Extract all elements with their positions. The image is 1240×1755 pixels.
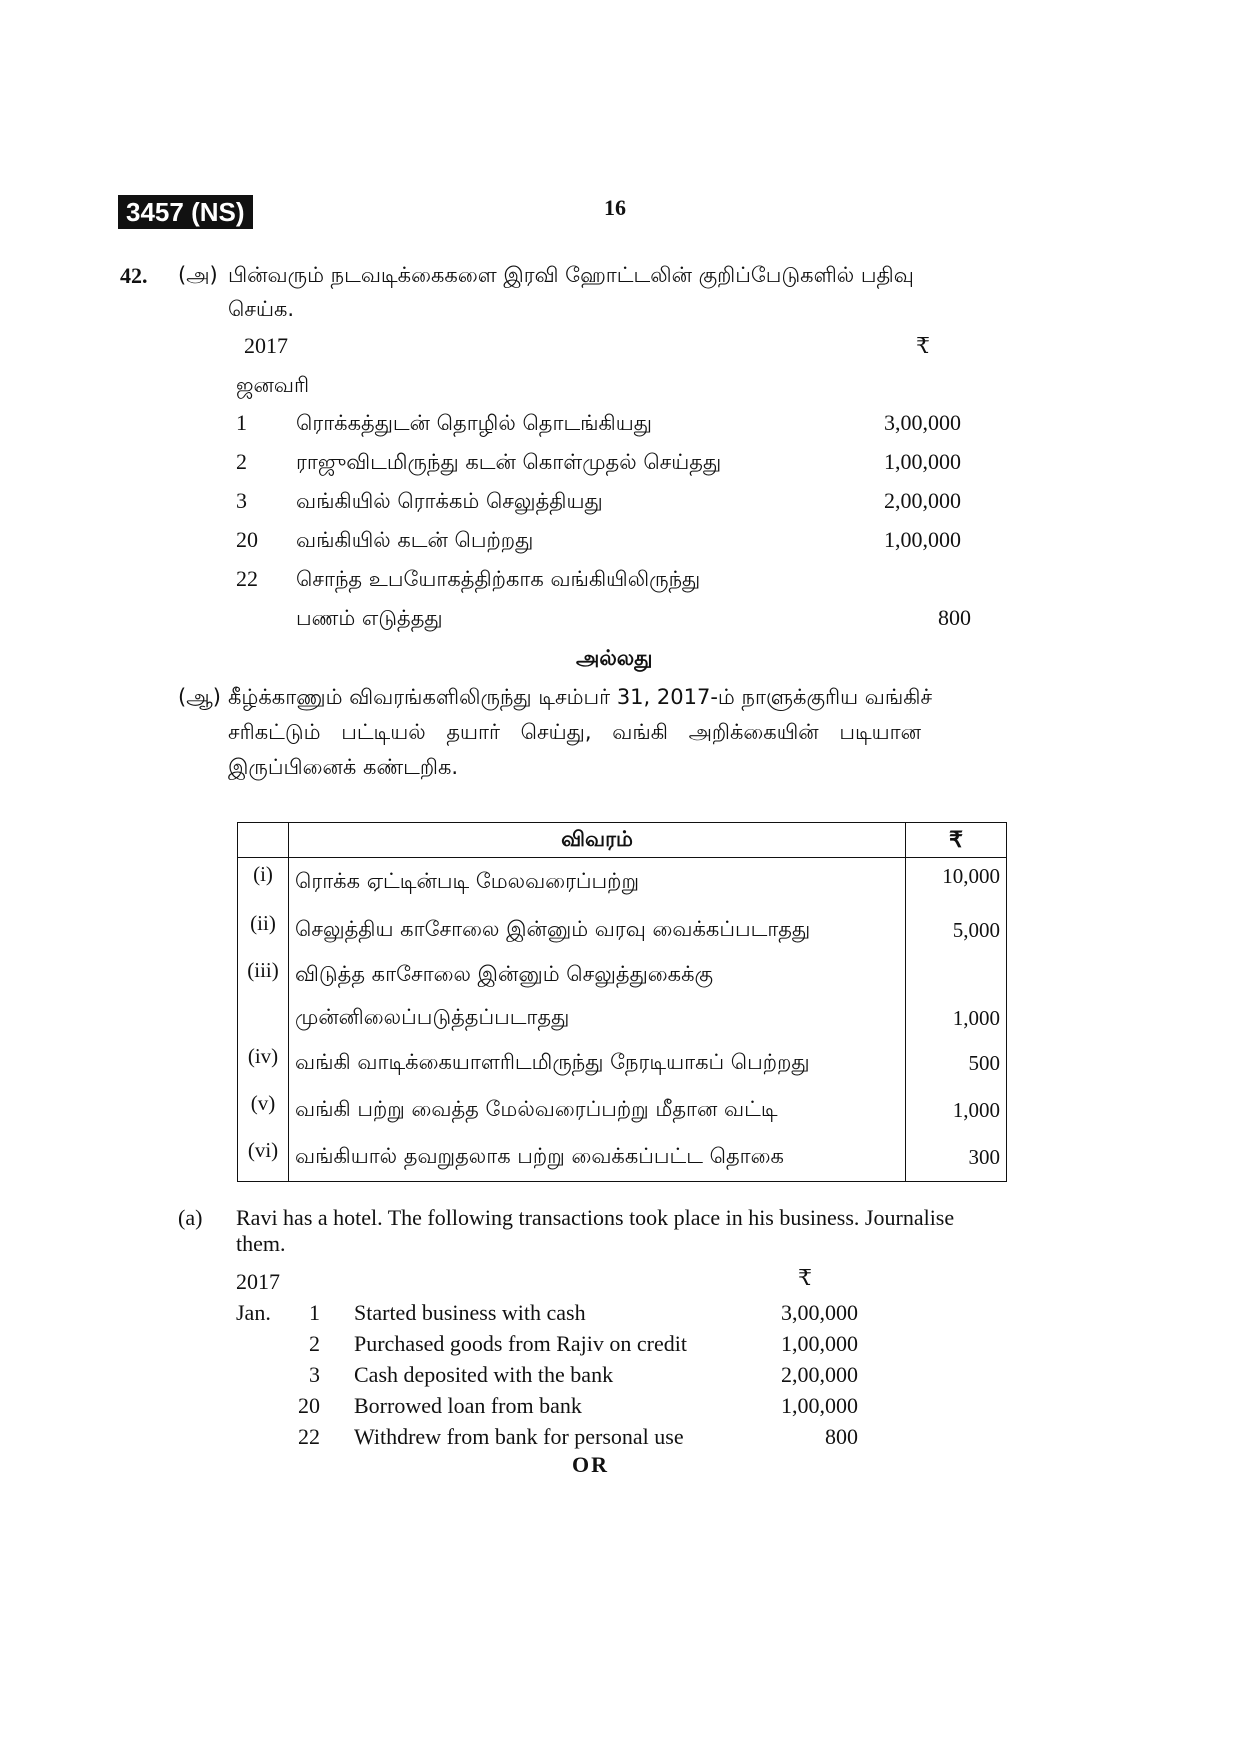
part-a-tamil-month: ஜனவரி bbox=[236, 373, 310, 397]
row-amount: 10,000 bbox=[906, 858, 1007, 908]
row-text: ரொக்க ஏட்டின்படி மேலவரைப்பற்று bbox=[289, 858, 906, 908]
english-txn-text: Cash deposited with the bank bbox=[354, 1362, 614, 1387]
part-a-tamil-year: 2017 bbox=[244, 333, 288, 358]
row-text: விடுத்த காசோலை இன்னும் செலுத்துகைக்கு bbox=[289, 954, 906, 997]
english-txn-text: Started business with cash bbox=[354, 1300, 586, 1325]
english-txn-text: Withdrew from bank for personal use bbox=[354, 1424, 684, 1449]
tamil-txn-amount: 1,00,000 bbox=[884, 527, 961, 552]
english-txn-day: 2 bbox=[309, 1331, 320, 1356]
row-amount: 1,000 bbox=[906, 1087, 1007, 1134]
part-b-tamil-line-3: இருப்பினைக் கண்டறிக. bbox=[228, 755, 459, 779]
table-header-index bbox=[238, 823, 289, 858]
row-text: செலுத்திய காசோலை இன்னும் வரவு வைக்கப்படாதது bbox=[289, 907, 906, 954]
tamil-txn-text: வங்கியில் கடன் பெற்றது bbox=[296, 528, 534, 552]
part-a-tamil-label: (அ) bbox=[178, 263, 218, 287]
tamil-txn-amount: 800 bbox=[938, 605, 971, 630]
table-row bbox=[238, 954, 1007, 997]
english-txn-amount: 800 bbox=[825, 1424, 858, 1449]
table-row bbox=[238, 1040, 1007, 1087]
or-tamil: அல்லது bbox=[576, 646, 653, 670]
tamil-txn-amount: 2,00,000 bbox=[884, 488, 961, 513]
row-amount-empty bbox=[906, 954, 1007, 997]
english-txn-amount: 2,00,000 bbox=[781, 1362, 858, 1387]
english-txn-day: 20 bbox=[298, 1393, 320, 1418]
tamil-txn-day: 20 bbox=[236, 527, 258, 552]
or-english: OR bbox=[572, 1452, 609, 1477]
part-b-tamil-line-1: கீழ்க்காணும் விவரங்களிலிருந்து டிசம்பர் 31, 2017-ம் நாளுக்குரிய வங்கிச் bbox=[228, 685, 933, 709]
page-number: 16 bbox=[604, 195, 626, 220]
row-amount: 5,000 bbox=[906, 907, 1007, 954]
english-txn-day: 1 bbox=[309, 1300, 320, 1325]
part-a-tamil-instruction-2: செய்க. bbox=[228, 297, 295, 321]
part-b-tamil-line-2: சரிகட்டும் பட்டியல் தயார் செய்து, வங்கி அறிக்கையின் படியான bbox=[228, 720, 922, 744]
part-a-tamil-currency: ₹ bbox=[916, 333, 930, 358]
part-a-english-label: (a) bbox=[178, 1205, 203, 1230]
table-row bbox=[238, 858, 1007, 908]
english-txn-amount: 1,00,000 bbox=[781, 1393, 858, 1418]
row-index: (ii) bbox=[238, 907, 289, 954]
english-txn-text: Borrowed loan from bank bbox=[354, 1393, 582, 1418]
row-index: (iii) bbox=[238, 954, 289, 1040]
part-a-english-year: 2017 bbox=[236, 1269, 280, 1294]
english-txn-amount: 3,00,000 bbox=[781, 1300, 858, 1325]
tamil-txn-day: 22 bbox=[236, 566, 258, 591]
row-text-continued: முன்னிலைப்படுத்தப்படாதது bbox=[289, 997, 906, 1040]
tamil-txn-day: 3 bbox=[236, 488, 247, 513]
row-text: வங்கியால் தவறுதலாக பற்று வைக்கப்பட்ட தொகை bbox=[289, 1134, 906, 1182]
part-b-tamil-label: (ஆ) bbox=[178, 685, 221, 709]
table-header-particulars: விவரம் bbox=[289, 823, 906, 858]
table-header-currency: ₹ bbox=[906, 823, 1007, 858]
row-amount: 300 bbox=[906, 1134, 1007, 1182]
tamil-txn-text-continued: பணம் எடுத்தது bbox=[296, 606, 443, 630]
row-index: (v) bbox=[238, 1087, 289, 1134]
tamil-txn-text: ராஜுவிடமிருந்து கடன் கொள்முதல் செய்தது bbox=[296, 450, 722, 474]
row-index: (i) bbox=[238, 858, 289, 908]
tamil-txn-day: 2 bbox=[236, 449, 247, 474]
tamil-txn-text: வங்கியில் ரொக்கம் செலுத்தியது bbox=[296, 489, 603, 513]
tamil-txn-text: ரொக்கத்துடன் தொழில் தொடங்கியது bbox=[296, 411, 652, 435]
table-row bbox=[238, 1134, 1007, 1182]
table-header-row bbox=[238, 823, 1007, 858]
tamil-txn-amount: 1,00,000 bbox=[884, 449, 961, 474]
row-index: (iv) bbox=[238, 1040, 289, 1087]
part-a-tamil-instruction-1: பின்வரும் நடவடிக்கைகளை இரவி ஹோட்டலின் குறிப்பேடுகளில் பதிவு bbox=[228, 263, 914, 287]
english-txn-day: 3 bbox=[309, 1362, 320, 1387]
question-number: 42. bbox=[120, 263, 148, 288]
part-a-english-month: Jan. bbox=[236, 1300, 271, 1325]
english-txn-text: Purchased goods from Rajiv on credit bbox=[354, 1331, 687, 1356]
tamil-txn-amount: 3,00,000 bbox=[884, 410, 961, 435]
row-amount: 500 bbox=[906, 1040, 1007, 1087]
table-row bbox=[238, 907, 1007, 954]
part-a-english-currency: ₹ bbox=[798, 1265, 812, 1290]
row-index: (vi) bbox=[238, 1134, 289, 1182]
english-txn-amount: 1,00,000 bbox=[781, 1331, 858, 1356]
paper-code: 3457 (NS) bbox=[118, 195, 253, 229]
table-row-continued bbox=[238, 997, 1007, 1040]
row-amount: 1,000 bbox=[906, 997, 1007, 1040]
reconciliation-table bbox=[237, 822, 1007, 1182]
table-row bbox=[238, 1087, 1007, 1134]
part-a-english-line-1: Ravi has a hotel. The following transactions took place in his business. Journalise bbox=[236, 1205, 955, 1230]
tamil-txn-text: சொந்த உபயோகத்திற்காக வங்கியிலிருந்து bbox=[296, 567, 701, 591]
english-txn-day: 22 bbox=[298, 1424, 320, 1449]
row-text: வங்கி பற்று வைத்த மேல்வரைப்பற்று மீதான வட்டி bbox=[289, 1087, 906, 1134]
row-text: வங்கி வாடிக்கையாளரிடமிருந்து நேரடியாகப் பெற்றது bbox=[289, 1040, 906, 1087]
tamil-txn-day: 1 bbox=[236, 410, 247, 435]
part-a-english-line-2: them. bbox=[236, 1231, 286, 1256]
